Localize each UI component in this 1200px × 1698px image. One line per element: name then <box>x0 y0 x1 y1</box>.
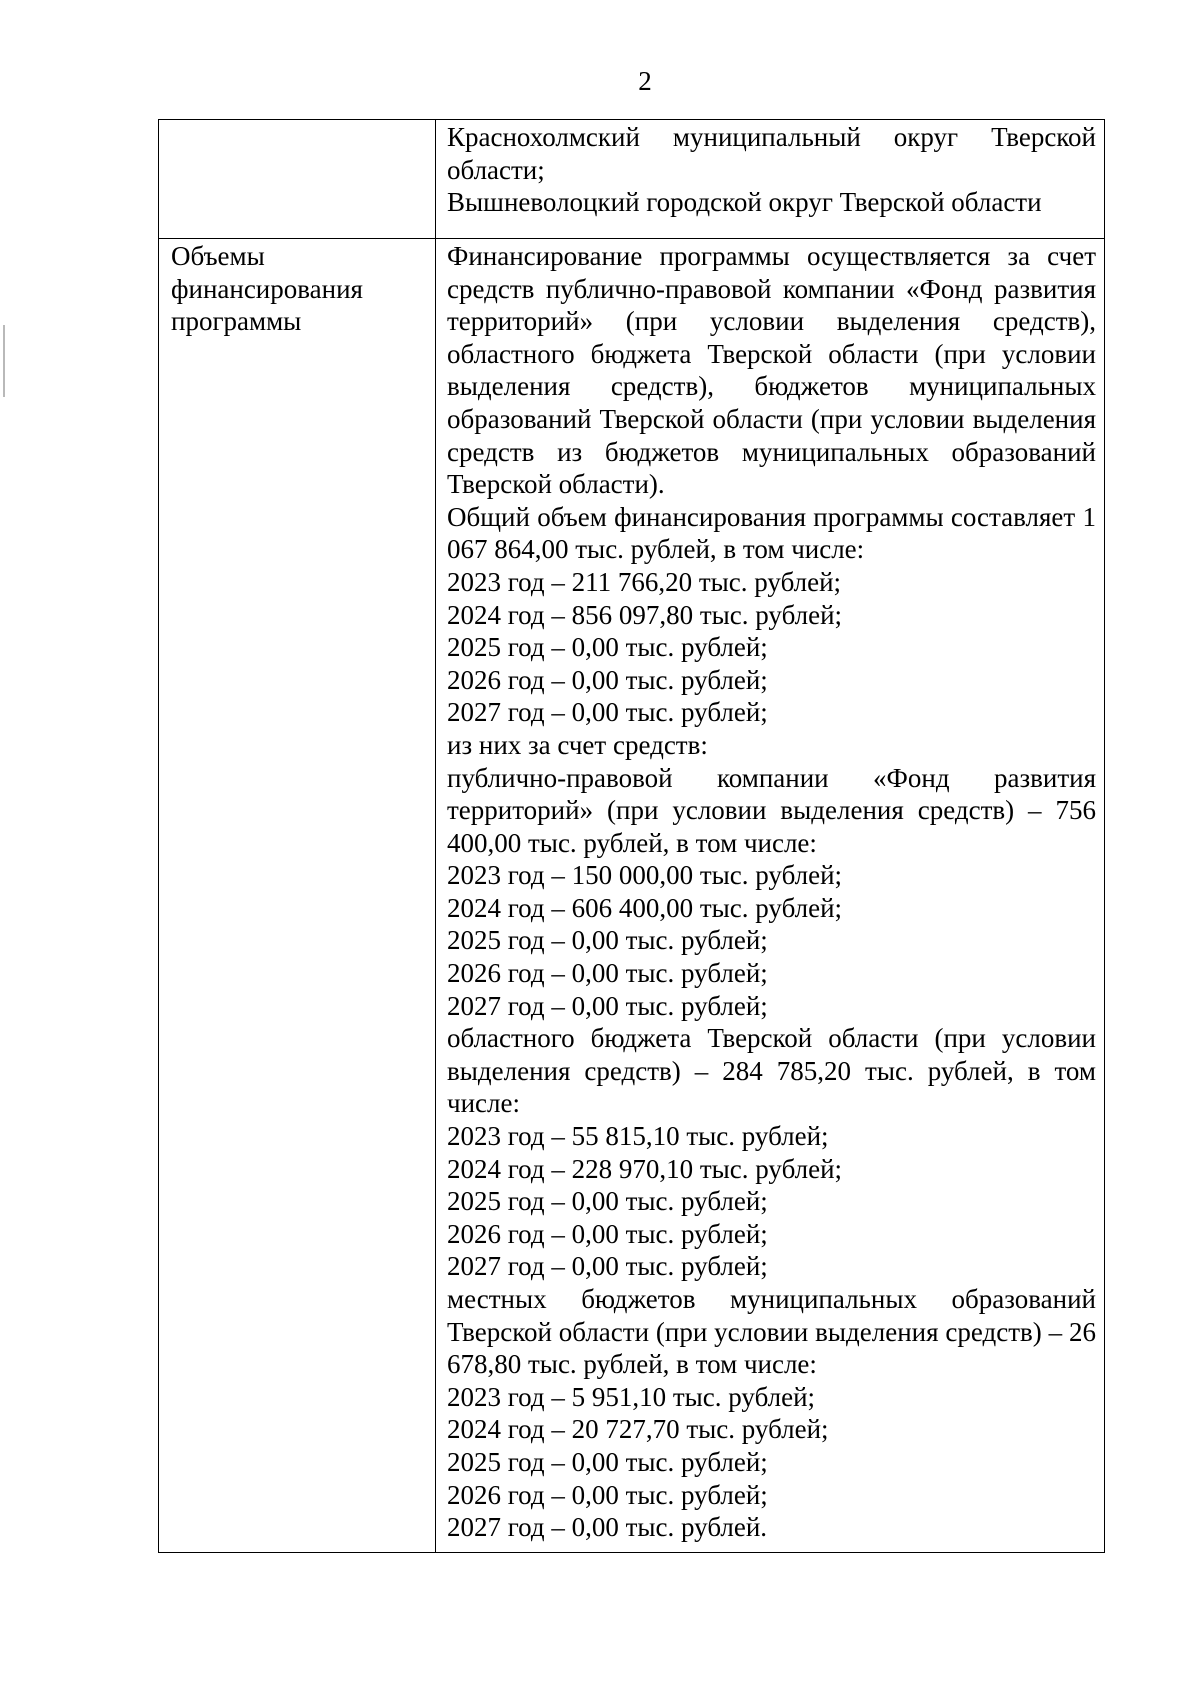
fund-year-line: 2023 год – 150 000,00 тыс. рублей; <box>447 860 843 891</box>
regional-year-line: 2027 год – 0,00 тыс. рублей; <box>447 1251 768 1282</box>
regional-year-line: 2024 год – 228 970,10 тыс. рублей; <box>447 1153 843 1184</box>
financing-intro-paragraph: Финансирование программы осуществляется за счет средств публично-правовой компании «Фонд развития территорий» (при условии выделения средств), областного бюджета Тверской области (при условии выделения средств), бюджетов муниципальных образований Тверской области (при условии выделения средств из бюджетов муниципальных образований Тверской области). <box>447 241 1096 500</box>
fund-year-line: 2027 год – 0,00 тыс. рублей; <box>447 990 768 1021</box>
table-row-financing <box>159 239 1105 1553</box>
scan-margin-mark <box>3 325 5 397</box>
local-year-line: 2027 год – 0,00 тыс. рублей. <box>447 1512 768 1543</box>
total-year-line: 2023 год – 211 766,20 тыс. рублей; <box>447 566 842 597</box>
financing-label-line: Объемы <box>171 241 265 271</box>
regional-year-line: 2025 год – 0,00 тыс. рублей; <box>447 1186 768 1217</box>
sources-heading: из них за счет средств: <box>447 729 708 760</box>
total-year-line: 2026 год – 0,00 тыс. рублей; <box>447 664 768 695</box>
total-year-line: 2024 год – 856 097,80 тыс. рублей; <box>447 599 843 630</box>
total-year-line: 2025 год – 0,00 тыс. рублей; <box>447 632 768 663</box>
local-year-line: 2024 год – 20 727,70 тыс. рублей; <box>447 1414 829 1445</box>
program-passport-table <box>158 119 1105 1553</box>
local-year-line: 2023 год – 5 951,10 тыс. рублей; <box>447 1381 816 1412</box>
participants-value-cell <box>436 120 1105 239</box>
fund-year-line: 2026 год – 0,00 тыс. рублей; <box>447 958 768 989</box>
local-year-line: 2025 год – 0,00 тыс. рублей; <box>447 1446 768 1477</box>
local-budget-paragraph: местных бюджетов муниципальных образований Тверской области (при условии выделения средств) – 26 678,80 тыс. рублей, в том числе: <box>447 1284 1096 1380</box>
financing-total-paragraph: Общий объем финансирования программы составляет 1 067 864,00 тыс. рублей, в том числе: <box>447 501 1096 565</box>
table-row-participants <box>159 120 1105 239</box>
local-year-line: 2026 год – 0,00 тыс. рублей; <box>447 1479 768 1510</box>
financing-value-cell <box>436 239 1105 1553</box>
total-year-line: 2027 год – 0,00 тыс. рублей; <box>447 697 768 728</box>
regional-year-line: 2026 год – 0,00 тыс. рублей; <box>447 1218 768 1249</box>
fund-paragraph: публично-правовой компании «Фонд развития территорий» (при условии выделения средств) – 756 400,00 тыс. рублей, в том числе: <box>447 762 1096 858</box>
financing-label-cell <box>159 239 436 1553</box>
participants-label-cell <box>159 120 436 239</box>
fund-year-line: 2024 год – 606 400,00 тыс. рублей; <box>447 892 843 923</box>
page-number: 2 <box>638 66 652 96</box>
financing-label-line: программы <box>171 306 302 337</box>
financing-label-line: финансирования <box>171 273 363 304</box>
participants-paragraph: Краснохолмский муниципальный округ Тверской области; <box>447 122 1096 185</box>
regional-budget-paragraph: областного бюджета Тверской области (при условии выделения средств) – 284 785,20 тыс. рублей, в том числе: <box>447 1023 1096 1119</box>
regional-year-line: 2023 год – 55 815,10 тыс. рублей; <box>447 1121 829 1152</box>
participants-last-line: Вышневолоцкий городской округ Тверской области <box>447 187 1042 218</box>
fund-year-line: 2025 год – 0,00 тыс. рублей; <box>447 925 768 956</box>
